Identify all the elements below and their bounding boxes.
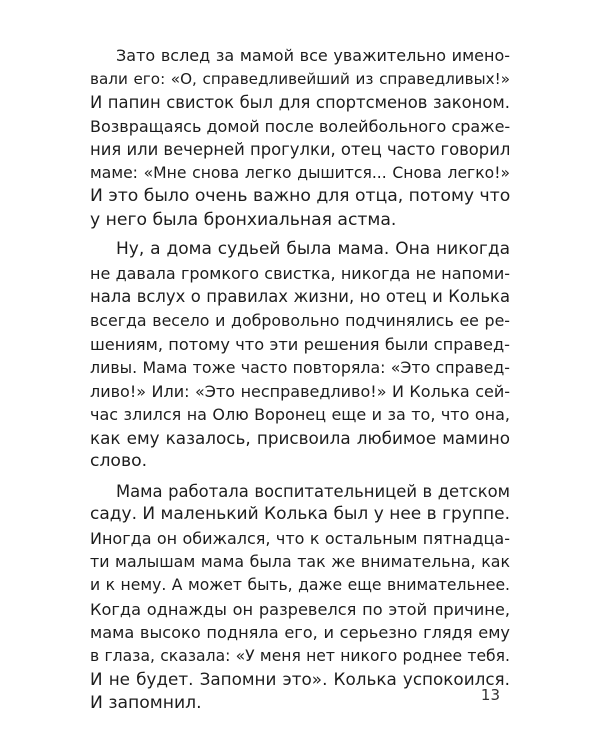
text-line: Ну, а дома судьей была мама. Она никогда bbox=[116, 239, 510, 260]
text-line: как ему казалось, присвоила любимое мамино bbox=[90, 427, 510, 448]
text-line: И папин свисток был для спортсменов законом. bbox=[90, 93, 510, 113]
text-line: ливо!» Или: «Это несправедливо!» И Колька сей- bbox=[90, 381, 510, 401]
text-line: ния или вечерней прогулки, отец часто говорил bbox=[90, 140, 511, 160]
text-line: слово. bbox=[90, 451, 148, 472]
text-line: и к нему. А может быть, даже еще внимательнее. bbox=[90, 576, 510, 595]
body-text bbox=[90, 44, 510, 715]
text-line: в глаза, сказала: «У меня нет никого роднее тебя. bbox=[90, 646, 510, 665]
text-line: Мама работала воспитательницей в детском bbox=[116, 481, 510, 501]
text-line: И это было очень важно для отца, потому что bbox=[90, 186, 511, 207]
text-line: час злился на Олю Воронец еще и за то, что она, bbox=[90, 405, 510, 425]
text-line: не давала громкого свистка, никогда не напоми- bbox=[90, 263, 510, 283]
text-line: нала вслух о правилах жизни, но отец и Колька bbox=[90, 287, 510, 307]
text-line: мама высоко подняла его, и серьезно глядя ему bbox=[90, 623, 510, 643]
text-line: Когда однажды он разревелся по этой причине, bbox=[90, 599, 510, 619]
text-line: всегда весело и добровольно подчинялись ее ре- bbox=[90, 311, 510, 331]
paragraph-2 bbox=[90, 238, 510, 473]
text-line: Зато вслед за мамой все уважительно имено- bbox=[116, 46, 510, 65]
text-line: у него была бронхиальная астма. bbox=[90, 209, 397, 230]
text-line: ливы. Мама тоже часто повторяла: «Это справед- bbox=[90, 358, 510, 378]
text-line: ти малышам мама была так же внимательна, как bbox=[90, 552, 510, 572]
paragraph-1 bbox=[90, 44, 510, 232]
text-line: саду. И маленький Колька был у нее в группе. bbox=[90, 504, 510, 525]
paragraph-3 bbox=[90, 480, 510, 715]
text-line: шениям, потому что эти решения были справед- bbox=[90, 334, 510, 354]
text-line: вали его: «О, справедливейший из справедливых!» bbox=[90, 69, 510, 88]
text-line: И запомнил. bbox=[90, 692, 202, 713]
text-line: И не будет. Запомни это». Колька успокоился. bbox=[90, 669, 510, 690]
text-line: маме: «Мне снова легко дышится... Снова легко!» bbox=[90, 163, 510, 182]
text-line: Иногда он обижался, что к остальным пятнадца- bbox=[90, 528, 510, 548]
text-line: Возвращаясь домой после волейбольного сраже- bbox=[90, 116, 511, 136]
page-number: 13 bbox=[480, 686, 500, 704]
